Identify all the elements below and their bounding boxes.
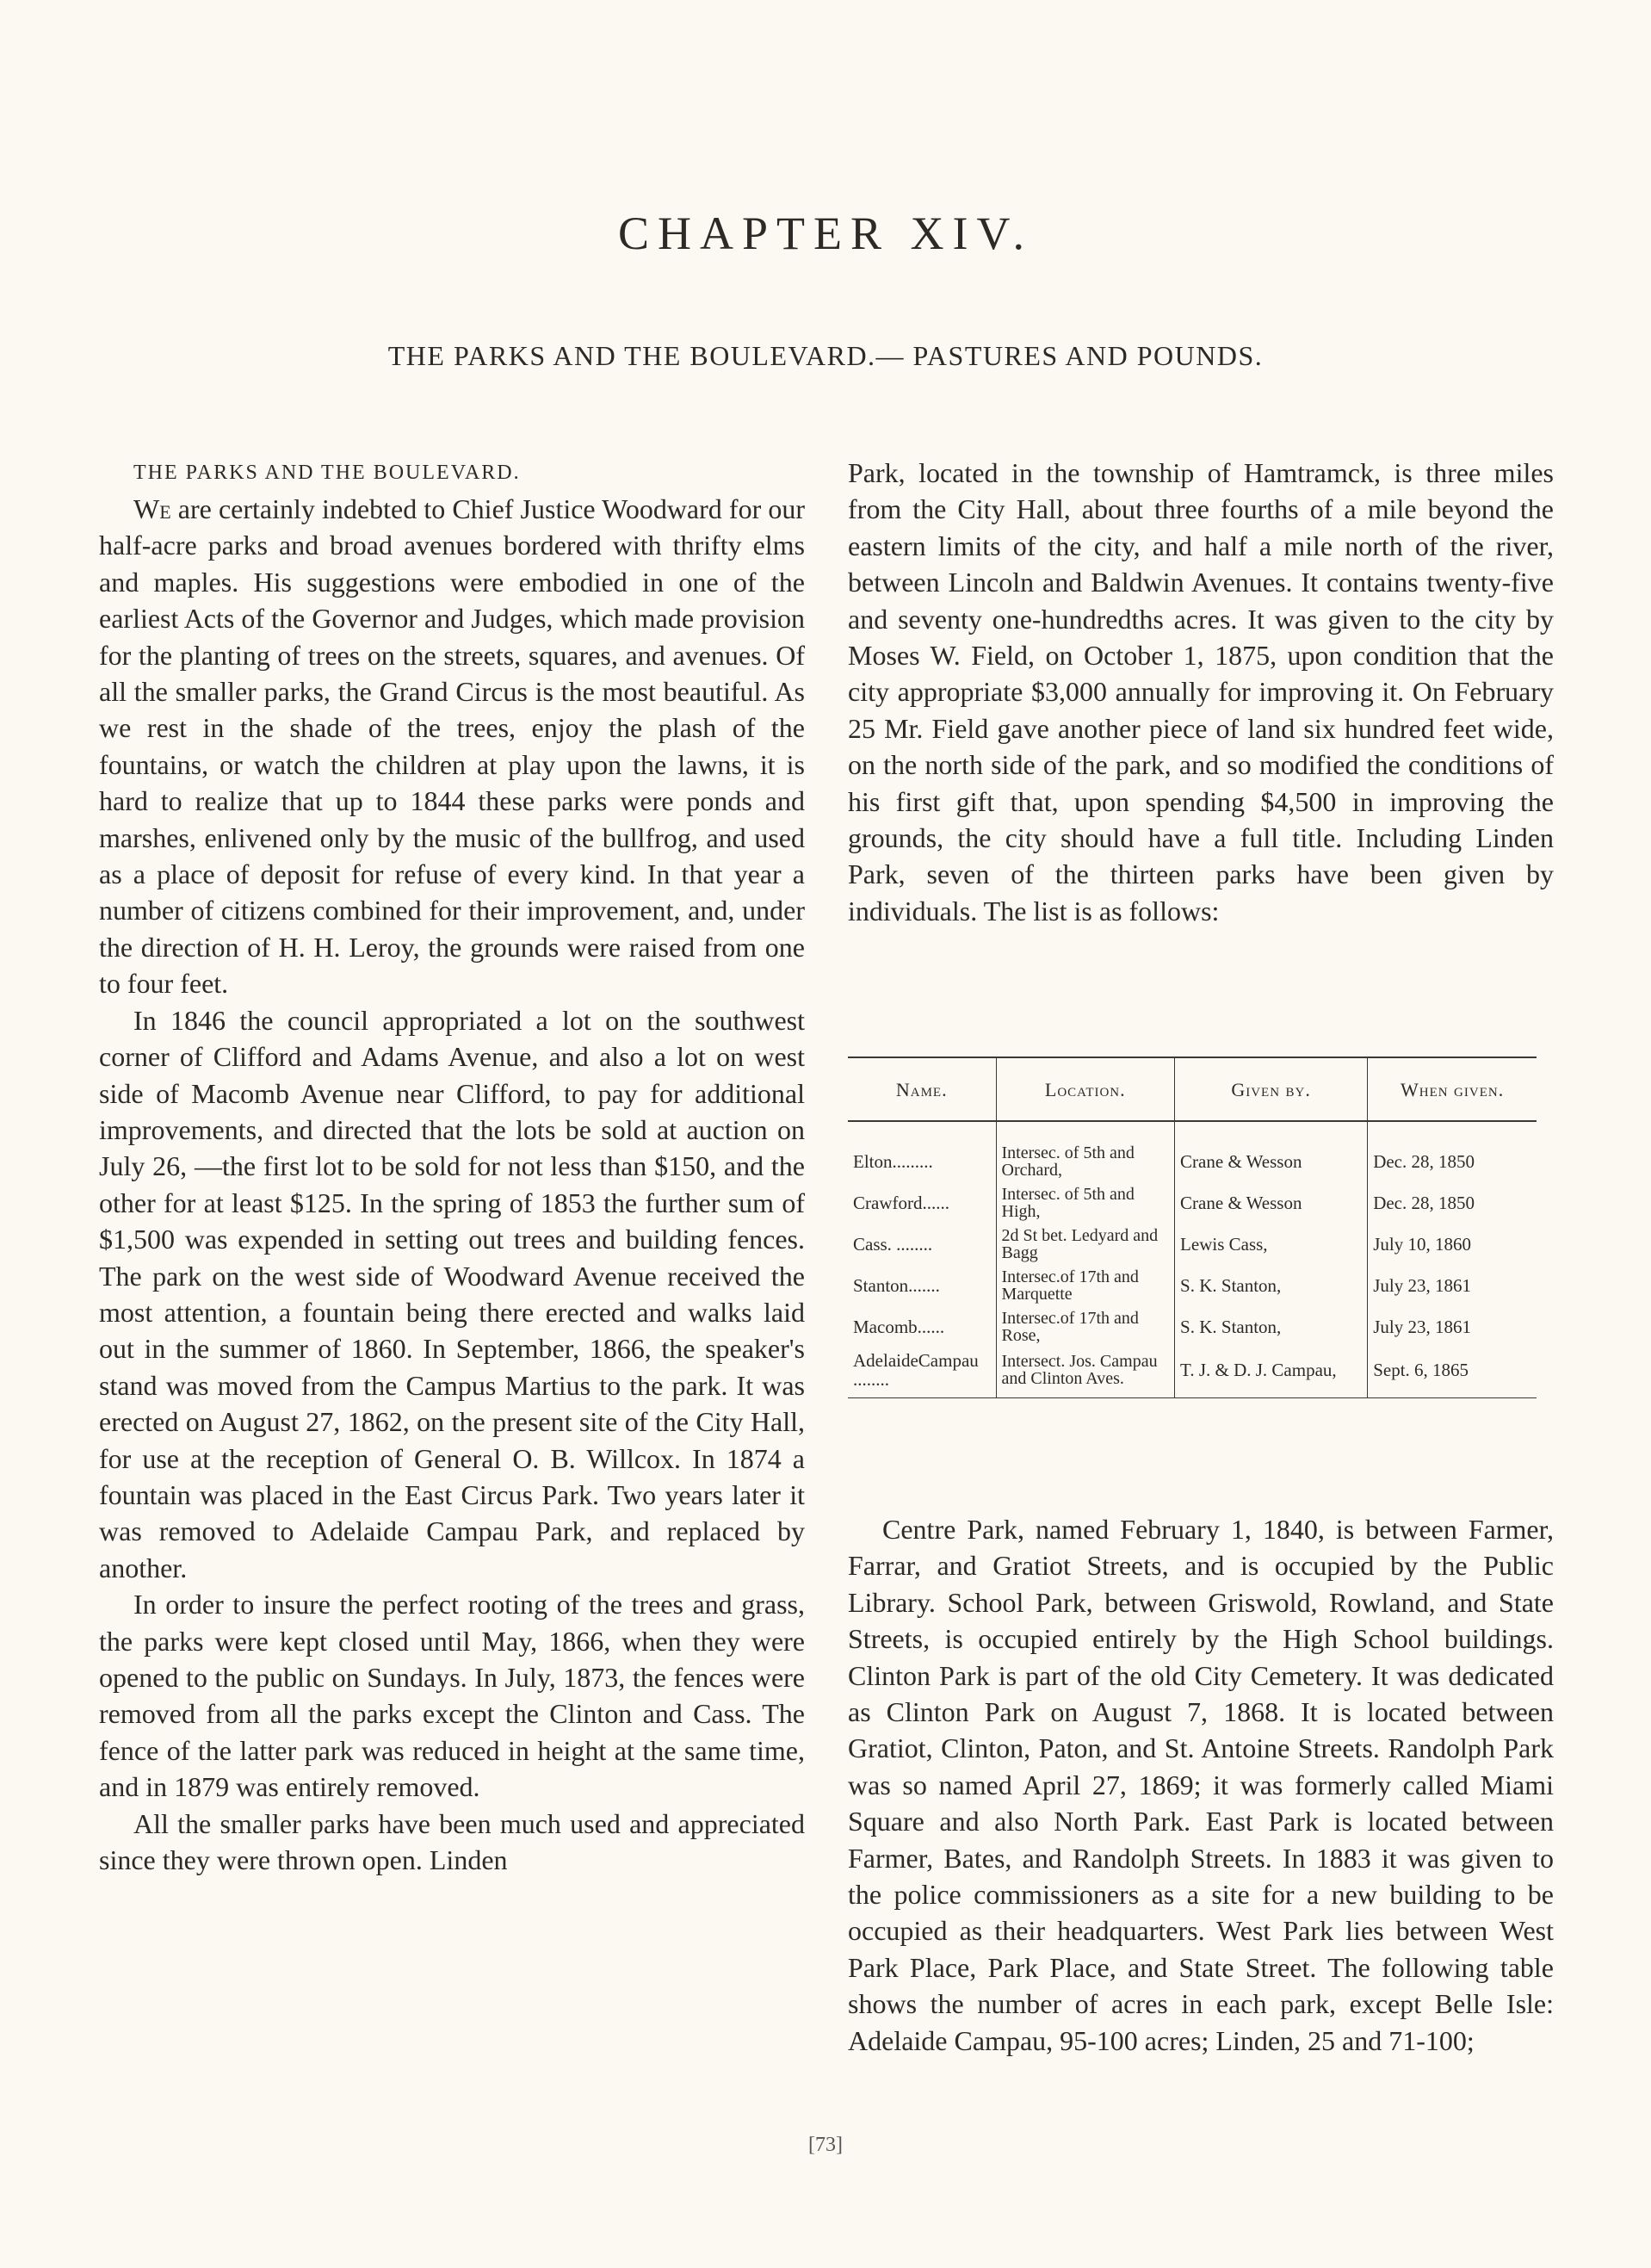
- park-given-by: S. K. Stanton,: [1175, 1265, 1368, 1306]
- left-column: [99, 455, 805, 1878]
- park-date: Dec. 28, 1850: [1368, 1182, 1537, 1224]
- park-name: AdelaideCampau ........: [848, 1348, 996, 1398]
- park-given-by: T. J. & D. J. Campau,: [1175, 1348, 1368, 1398]
- park-given-by: S. K. Stanton,: [1175, 1306, 1368, 1348]
- table-row: [848, 1306, 1537, 1348]
- park-location: 2d St bet. Ledyard and Bagg: [996, 1224, 1175, 1265]
- paragraph: [99, 491, 805, 1002]
- park-name: Stanton.......: [853, 1275, 940, 1296]
- table-header-row: [848, 1057, 1537, 1121]
- park-name: Crawford......: [853, 1193, 949, 1213]
- park-location: Intersec.of 17th and Rose,: [996, 1306, 1175, 1348]
- table-row: [848, 1348, 1537, 1398]
- park-given-by: Crane & Wesson: [1175, 1182, 1368, 1224]
- table-row: [848, 1224, 1537, 1265]
- park-date: July 23, 1861: [1368, 1306, 1537, 1348]
- table-row: [848, 1121, 1537, 1182]
- page-number: [73]: [808, 2134, 843, 2156]
- park-location: Intersect. Jos. Campau and Clinton Aves.: [996, 1348, 1175, 1398]
- section-heading: THE PARKS AND THE BOULEVARD.: [133, 462, 521, 484]
- paragraph-text: are certainly indebted to Chief Justice Woodward for our half-acre parks and broad avenues bordered with thrifty elms and maples. His suggestions were embodied in one of the earliest Acts of the Governor and Judges, which made provision for the planting of trees on the streets, squares, and avenues. Of all the smaller parks, the Grand Circus is the most beautiful. As we rest in the shade of the trees, enjoy the plash of the fountains, or watch the children at play upon the lawns, it is hard to realize that up to 1844 these parks were ponds and marshes, enlivened only by the music of the bullfrog, and used as a place of deposit for refuse of every kind. In that year a number of citizens combined for their improvement, and, under the direction of H. H. Leroy, the grounds were raised from one to four feet.: [99, 493, 805, 1000]
- table-row: [848, 1182, 1537, 1224]
- header-given-by: Given by.: [1175, 1057, 1368, 1121]
- chapter-subtitle: THE PARKS AND THE BOULEVARD.— PASTURES AND POUNDS.: [387, 340, 1264, 371]
- parks-table: [848, 1057, 1537, 1398]
- park-location: Intersec. of 5th and Orchard,: [996, 1121, 1175, 1182]
- paragraph: In order to insure the perfect rooting of the trees and grass, the parks were kept closed until May, 1866, when they were opened to the public on Sundays. In July, 1873, the fences were removed from all the parks except the Clinton and Cass. The fence of the latter park was reduced in height at the same time, and in 1879 was entirely removed.: [99, 1589, 805, 1803]
- park-given-by: Crane & Wesson: [1175, 1121, 1368, 1182]
- paragraph: Centre Park, named February 1, 1840, is between Farmer, Farrar, and Gratiot Streets, and is occupied by the Public Library. School Park, between Griswold, Rowland, and State Streets, is occupied entirely by the High School buildings. Clinton Park is part of the old City Cemetery. It was dedicated as Clinton Park on August 7, 1868. It is located between Gratiot, Clinton, Paton, and St. Antoine Streets. Randolph Park was so named April 27, 1869; it was formerly called Miami Square and also North Park. East Park is located between Farmer, Bates, and Randolph Streets. In 1883 it was given to the police commissioners as a site for a new building to be occupied as their headquarters. West Park lies between West Park Place, Park Place, and State Street. The following table shows the number of acres in each park, except Belle Isle: Adelaide Campau, 95-100 acres; Linden, 25 and 71-100;: [848, 1514, 1554, 2056]
- paragraph: In 1846 the council appropriated a lot on the southwest corner of Clifford and Adams Avenue, and also a lot on west side of Macomb Avenue near Clifford, to pay for additional improvements, and directed that the lots be sold at auction on July 26, —the first lot to be sold for not less than $150, and the other for at least $125. In the spring of 1853 the further sum of $1,500 was expended in setting out trees and building fences. The park on the west side of Woodward Avenue received the most attention, a fountain being there erected and walks laid out in the summer of 1860. In September, 1866, the speaker's stand was moved from the Campus Martius to the park. It was erected on August 27, 1862, on the present site of the City Hall, for use at the reception of General O. B. Willcox. In 1874 a fountain was placed in the East Circus Park. Two years later it was removed to Adelaide Campau Park, and replaced by another.: [99, 1004, 805, 1583]
- table-row: [848, 1265, 1537, 1306]
- header-location: Location.: [996, 1057, 1175, 1121]
- paragraph: Park, located in the township of Hamtramck, is three miles from the City Hall, about three fourths of a mile beyond the eastern limits of the city, and half a mile north of the river, between Lincoln and Baldwin Avenues. It contains twenty-five and seventy one-hundredths acres. It was given to the city by Moses W. Field, on October 1, 1875, upon condition that the city appropriate $3,000 annually for improving it. On February 25 Mr. Field gave another piece of land six hundred feet wide, on the north side of the park, and so modified the conditions of his first gift that, upon spending $4,500 in improving the grounds, the city should have a full title. Including Linden Park, seven of the thirteen parks have been given by individuals. The list is as follows:: [848, 457, 1554, 926]
- park-date: Dec. 28, 1850: [1368, 1121, 1537, 1182]
- park-date: July 23, 1861: [1368, 1265, 1537, 1306]
- right-column-lower: [848, 1511, 1554, 2059]
- park-location: Intersec.of 17th and Marquette: [996, 1265, 1175, 1306]
- park-given-by: Lewis Cass,: [1175, 1224, 1368, 1265]
- park-name: Macomb......: [853, 1317, 945, 1337]
- chapter-title: CHAPTER XIV.: [617, 208, 1034, 259]
- right-column: [848, 455, 1554, 929]
- paragraph: All the smaller parks have been much used and appreciated since they were thrown open. Linden: [99, 1807, 805, 1876]
- header-when-given: When given.: [1368, 1057, 1537, 1121]
- park-location: Intersec. of 5th and High,: [996, 1182, 1175, 1224]
- lead-word: We: [133, 493, 171, 524]
- park-date: July 10, 1860: [1368, 1224, 1537, 1265]
- park-name: Elton.........: [853, 1151, 933, 1172]
- park-name: Cass. ........: [853, 1234, 933, 1255]
- park-date: Sept. 6, 1865: [1368, 1348, 1537, 1398]
- header-name: Name.: [848, 1057, 996, 1121]
